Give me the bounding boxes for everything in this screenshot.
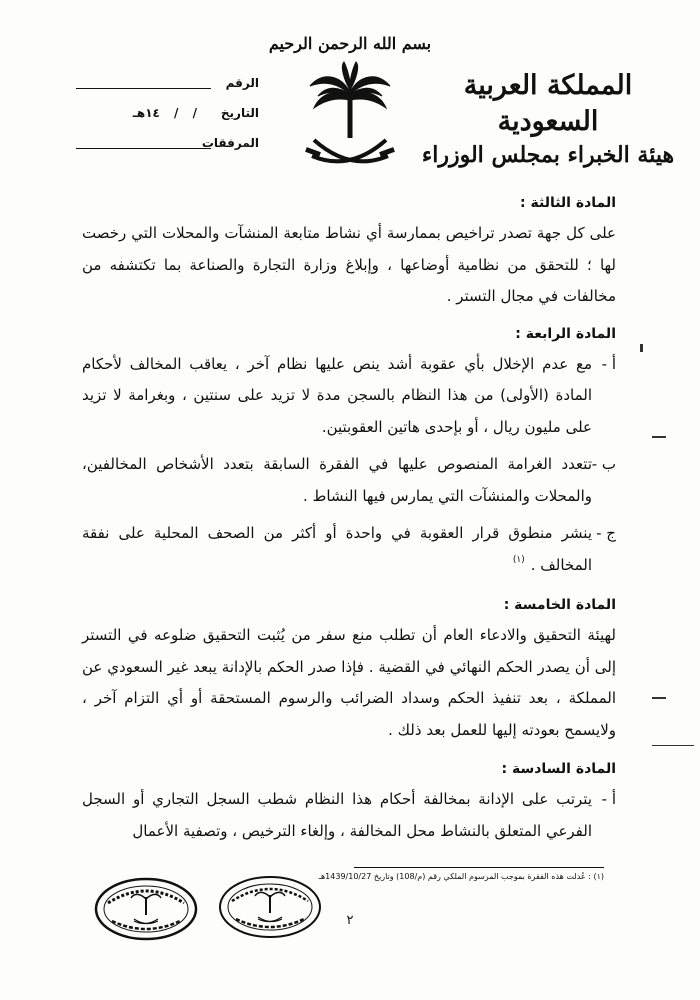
footnote: (١) : عُدلت هذه الفقرة بموجب المرسوم الملكي رقم (م/108) وتاريخ 1439/10/27هـ	[318, 872, 604, 881]
article-5-text: لهيئة التحقيق والادعاء العام أن تطلب منع سفر من يُثبت التحقيق ضلوعه في التستر إلى أن يصدر الحكم النهائي في القضية . فإذا صدر الحكم بالإدانة يبعد غير السعودي عن المملكة ، بعد تنفيذ الحكم وسداد الضرائب والرسوم المستحقة أو أي التزام آخر ، ولايسمح بعودته إليها للعمل بعد ذلك .	[82, 626, 616, 739]
footnote-reference: (١)	[512, 554, 525, 565]
official-seal-stamp	[218, 875, 322, 939]
reference-row	[44, 76, 259, 106]
document-body	[82, 188, 616, 853]
scan-punch-mark	[652, 436, 666, 438]
item-text: يترتب على الإدانة بمخالفة أحكام هذا النظام شطب السجل التجاري أو السجل الفرعي المتعلق بالنشاط محل المخالفة ، وإلغاء الترخيص ، وتصفية الأعمال	[82, 790, 592, 840]
reference-label: الرقم	[225, 76, 259, 90]
article-4-item-c	[82, 518, 616, 584]
basmala: بسم الله الرحمن الرحيم	[268, 34, 432, 53]
article-6-item-a	[82, 784, 616, 847]
item-marker: ج -	[596, 524, 616, 542]
date-row	[44, 106, 259, 136]
page-number: ٢	[346, 913, 354, 928]
date-template: / / ١٤هـ	[132, 106, 197, 120]
reference-line	[76, 88, 211, 89]
item-text-with-footnote	[82, 518, 592, 584]
article-4-item-b	[82, 449, 616, 512]
item-marker: أ -	[601, 790, 616, 808]
attachments-label: المرفقات	[201, 136, 259, 150]
article-3-heading: المادة الثالثة :	[520, 195, 616, 211]
letter-meta-block	[44, 76, 259, 166]
item-text: مع عدم الإخلال بأي عقوبة أشد ينص عليها نظام آخر ، يعاقب المخالف لأحكام المادة (الأولى) من هذا النظام بالسجن مدة لا تزيد على سنتين ، وبغرامة لا تزيد على مليون ريال ، أو بإحدى هاتين العقوبتين.	[82, 354, 592, 436]
official-seal-stamp	[94, 877, 198, 941]
agency-name: هيئة الخبراء بمجلس الوزراء	[421, 142, 675, 168]
article-6-heading: المادة السادسة :	[501, 761, 616, 777]
date-label: التاريخ	[220, 106, 259, 120]
attachments-row	[44, 136, 259, 166]
attachments-line	[76, 148, 211, 149]
item-marker: أ -	[601, 354, 616, 373]
kingdom-name: المملكة العربية السعودية	[463, 70, 633, 137]
article-4-heading: المادة الرابعة :	[515, 325, 616, 342]
scan-punch-mark	[652, 697, 666, 699]
footnote-divider	[354, 867, 604, 868]
article-4-item-a	[82, 349, 616, 444]
article-5-heading: المادة الخامسة :	[503, 597, 616, 613]
article-3-text: على كل جهة تصدر تراخيص بممارسة أي نشاط متابعة المنشآت والمحلات التي رخصت لها ؛ للتحقق من نظامية أوضاعها ، وإبلاغ وزارة التجارة والصناعة بما تكتشفه من مخالفات في مجال التستر .	[82, 224, 616, 305]
organization-title	[418, 68, 678, 170]
palm-swords-emblem-icon	[300, 60, 400, 178]
item-marker: ب -	[591, 455, 616, 473]
scan-punch-mark	[652, 745, 694, 746]
item-text: ينشر منطوق قرار العقوبة في واحدة أو أكثر من الصحف المحلية على نفقة المخالف .	[82, 524, 592, 574]
scan-speck	[640, 344, 643, 352]
item-text: تتعدد الغرامة المنصوص عليها في الفقرة السابقة بتعدد الأشخاص المخالفين، والمحلات والمنشآت التي يمارس فيها النشاط .	[82, 455, 592, 505]
